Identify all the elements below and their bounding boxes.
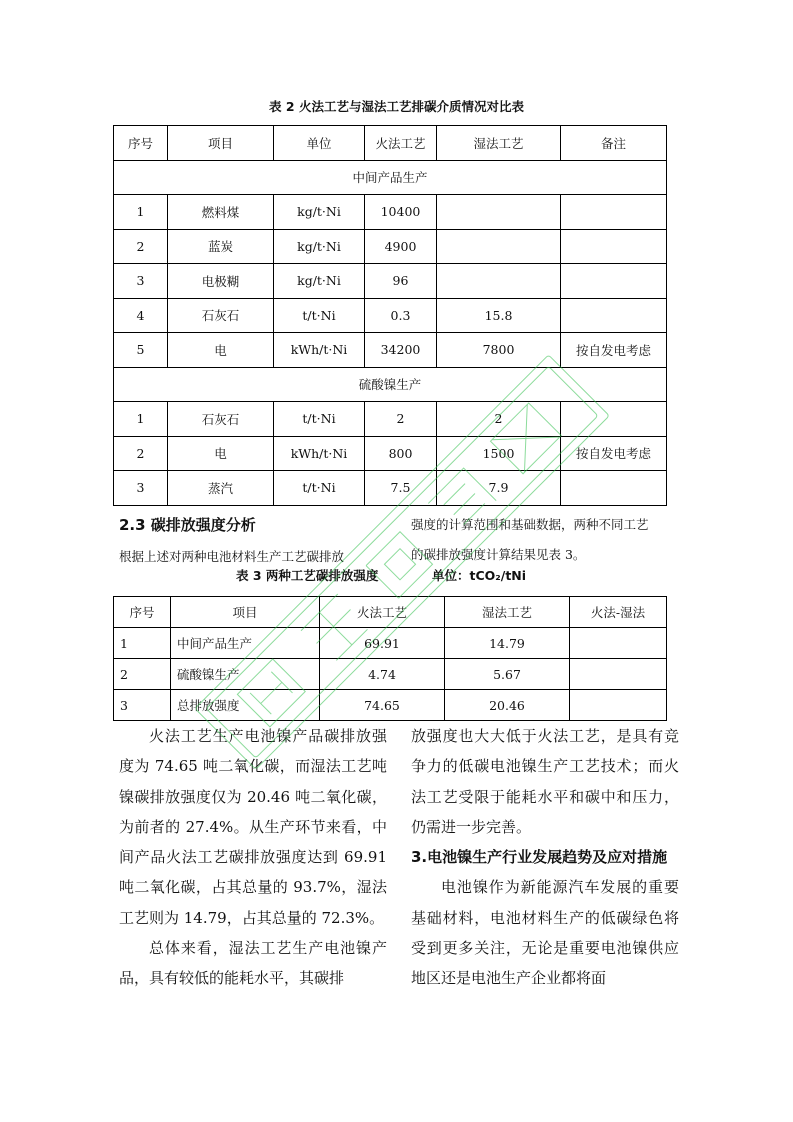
table-cell: kg/t·Ni bbox=[274, 229, 365, 264]
table-cell: 石灰石 bbox=[168, 298, 274, 333]
table-cell: kWh/t·Ni bbox=[274, 333, 365, 368]
table-cell: 5 bbox=[114, 333, 168, 368]
table-cell: 10400 bbox=[365, 195, 437, 230]
table-cell: 1 bbox=[114, 195, 168, 230]
table-cell bbox=[561, 229, 667, 264]
table2 bbox=[113, 125, 667, 506]
table2-header-cell: 序号 bbox=[114, 126, 168, 161]
table2-header-cell: 项目 bbox=[168, 126, 274, 161]
right-paragraph-1: 放强度也大大低于火法工艺，是具有竞争力的低碳电池镍生产工艺技术；而火法工艺受限于能耗水平和碳中和压力，仍需进一步完善。 bbox=[411, 727, 679, 836]
table-cell bbox=[437, 264, 561, 299]
table3-header-cell: 湿法工艺 bbox=[445, 597, 570, 628]
table2-section-row bbox=[114, 160, 667, 195]
table-cell: 电极糊 bbox=[168, 264, 274, 299]
table-cell: 1 bbox=[114, 402, 168, 437]
table3 bbox=[113, 596, 667, 721]
table-cell: 燃料煤 bbox=[168, 195, 274, 230]
table-cell: t/t·Ni bbox=[274, 471, 365, 506]
table-cell: 800 bbox=[365, 436, 437, 471]
table2-header-cell: 备注 bbox=[561, 126, 667, 161]
table-cell: 按自发电考虑 bbox=[561, 436, 667, 471]
table-cell: t/t·Ni bbox=[274, 402, 365, 437]
table-cell: 蓝炭 bbox=[168, 229, 274, 264]
left-paragraph-2: 总体来看，湿法工艺生产电池镍产品，具有较低的能耗水平，其碳排 bbox=[119, 939, 387, 988]
table-cell: 15.8 bbox=[437, 298, 561, 333]
table-cell: 2 bbox=[365, 402, 437, 437]
table-row bbox=[114, 690, 667, 721]
table3-header-row bbox=[114, 597, 667, 628]
table-cell: 2 bbox=[114, 436, 168, 471]
table-cell: 3 bbox=[114, 264, 168, 299]
table-row bbox=[114, 298, 667, 333]
table-cell: kg/t·Ni bbox=[274, 264, 365, 299]
table-cell: 电 bbox=[168, 333, 274, 368]
table3-header-cell: 火法-湿法 bbox=[570, 597, 667, 628]
table-cell: 2 bbox=[437, 402, 561, 437]
table-cell: t/t·Ni bbox=[274, 298, 365, 333]
table-cell bbox=[570, 659, 667, 690]
table-cell bbox=[561, 402, 667, 437]
table-cell: kg/t·Ni bbox=[274, 195, 365, 230]
table-cell: 3 bbox=[114, 471, 168, 506]
table-cell: 4 bbox=[114, 298, 168, 333]
table-cell: 7.5 bbox=[365, 471, 437, 506]
table2-caption: 表 2 火法工艺与湿法工艺排碳介质情况对比表 bbox=[269, 99, 524, 114]
table3-caption: 表 3 两种工艺碳排放强度 bbox=[236, 568, 379, 583]
right-paragraph-2: 电池镍作为新能源汽车发展的重要基础材料，电池材料生产的低碳绿色将受到更多关注，无论是重要电池镍供应地区还是电池生产企业都将面 bbox=[411, 878, 679, 988]
table2-header-row bbox=[114, 126, 667, 161]
table-cell: 0.3 bbox=[365, 298, 437, 333]
section-2-3-left-text: 根据上述对两种电池材料生产工艺碳排放 bbox=[119, 549, 345, 564]
table3-header-cell: 火法工艺 bbox=[320, 597, 445, 628]
table-cell: 14.79 bbox=[445, 628, 570, 659]
table3-header-cell: 序号 bbox=[114, 597, 171, 628]
table-cell: kWh/t·Ni bbox=[274, 436, 365, 471]
section-3-heading: 3.电池镍生产行业发展趋势及应对措施 bbox=[411, 848, 668, 867]
table-cell: 74.65 bbox=[320, 690, 445, 721]
table-cell bbox=[561, 195, 667, 230]
table2-header-cell: 火法工艺 bbox=[365, 126, 437, 161]
table-row bbox=[114, 229, 667, 264]
table2-section-label: 硫酸镍生产 bbox=[114, 367, 667, 402]
section-2-3-right-line1: 强度的计算范围和基础数据，两种不同工艺 bbox=[411, 517, 649, 532]
table-cell: 4900 bbox=[365, 229, 437, 264]
table-cell: 电 bbox=[168, 436, 274, 471]
table-cell: 7.9 bbox=[437, 471, 561, 506]
table2-header-cell: 湿法工艺 bbox=[437, 126, 561, 161]
table-cell bbox=[561, 264, 667, 299]
table2-section-label: 中间产品生产 bbox=[114, 160, 667, 195]
table-row bbox=[114, 195, 667, 230]
table-cell: 按自发电考虑 bbox=[561, 333, 667, 368]
table-cell bbox=[437, 229, 561, 264]
table-cell: 1 bbox=[114, 628, 171, 659]
table-cell: 20.46 bbox=[445, 690, 570, 721]
section-2-3-right-line2: 的碳排放强度计算结果见表 3。 bbox=[411, 547, 586, 562]
table-cell: 34200 bbox=[365, 333, 437, 368]
table-cell bbox=[437, 195, 561, 230]
table-cell: 5.67 bbox=[445, 659, 570, 690]
right-column bbox=[411, 721, 679, 994]
table-cell: 蒸汽 bbox=[168, 471, 274, 506]
table-row bbox=[114, 264, 667, 299]
left-paragraph-1: 火法工艺生产电池镍产品碳排放强度为 74.65 吨二氧化碳，而湿法工艺吨镍碳排放强度仅为 20.46 吨二氧化碳，为前者的 27.4%。从生产环节来看，中间产品火法工艺碳排放强度达到 69.91 吨二氧化碳，占其总量的 93.7%，湿法工艺则为 14.79，占其总量的 72.3%。 bbox=[119, 727, 387, 927]
table2-header-cell: 单位 bbox=[274, 126, 365, 161]
table-cell: 2 bbox=[114, 229, 168, 264]
table-cell bbox=[570, 628, 667, 659]
table-cell: 69.91 bbox=[320, 628, 445, 659]
table-row bbox=[114, 333, 667, 368]
table3-header-cell: 项目 bbox=[171, 597, 320, 628]
table3-unit: 单位：tCO₂/tNi bbox=[432, 568, 527, 583]
table-row bbox=[114, 402, 667, 437]
table2-section-row bbox=[114, 367, 667, 402]
left-column bbox=[119, 721, 387, 994]
table-cell: 1500 bbox=[437, 436, 561, 471]
table-row bbox=[114, 659, 667, 690]
table-cell: 96 bbox=[365, 264, 437, 299]
table-cell: 总排放强度 bbox=[171, 690, 320, 721]
table-cell: 硫酸镍生产 bbox=[171, 659, 320, 690]
table-cell: 石灰石 bbox=[168, 402, 274, 437]
table-cell bbox=[561, 298, 667, 333]
table-row bbox=[114, 436, 667, 471]
table-cell: 中间产品生产 bbox=[171, 628, 320, 659]
table-cell: 2 bbox=[114, 659, 171, 690]
table-cell bbox=[570, 690, 667, 721]
table-cell: 3 bbox=[114, 690, 171, 721]
table-cell: 4.74 bbox=[320, 659, 445, 690]
table-cell: 7800 bbox=[437, 333, 561, 368]
table-row bbox=[114, 471, 667, 506]
section-2-3-heading: 2.3 碳排放强度分析 bbox=[119, 516, 256, 534]
table-cell bbox=[561, 471, 667, 506]
table-row bbox=[114, 628, 667, 659]
